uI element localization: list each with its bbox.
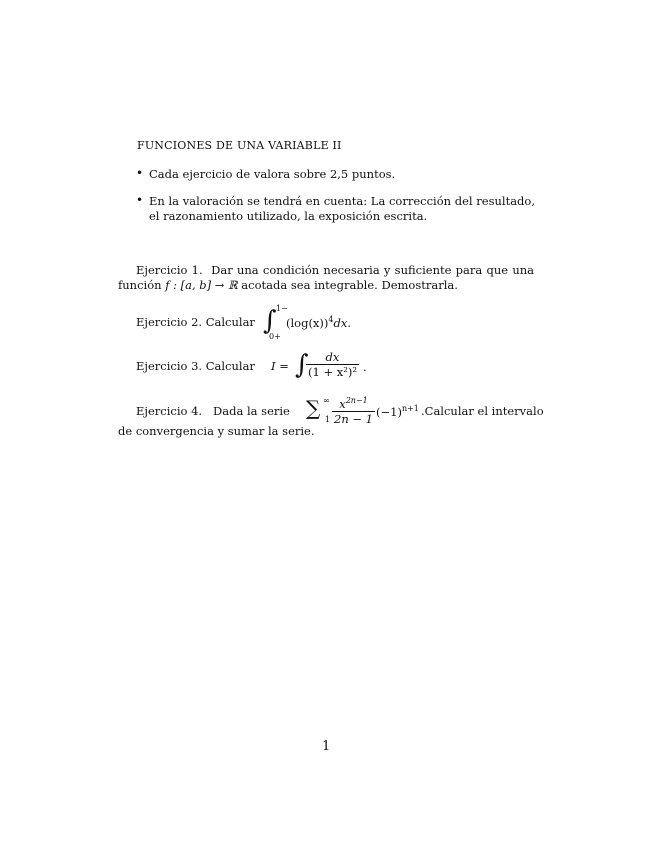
fraction-denominator: 2n − 1 [334, 411, 373, 426]
exercise-1-text-end: acotada sea integrable. Demostrarla. [241, 278, 458, 292]
integrand [286, 315, 351, 330]
exercise-3-fraction [306, 350, 359, 379]
integral-lower-limit: 0+ [269, 332, 281, 341]
exercise-2-verb: Calcular [205, 315, 255, 329]
bullet-dot-icon: • [136, 166, 144, 180]
bullet-dot-icon: • [136, 193, 144, 207]
bullet-text: En la valoración se tendrá en cuenta: La corrección del resultado, el razonamiento utilizado, la exposición escrita. [149, 194, 535, 223]
exercise-2-label [136, 315, 255, 329]
summation-sign: ∑ [306, 396, 321, 420]
sign-factor-exponent: n+1 [401, 404, 419, 413]
exercise-1-line-1 [118, 263, 534, 278]
exercise-4-line-2: de convergencia y sumar la serie. [118, 424, 315, 438]
exercise-1-label: Ejercicio 1. [136, 263, 203, 277]
exercise-4-label [136, 404, 290, 418]
integrand-differential: dx. [333, 315, 352, 330]
exercise-4-after: .Calcular el intervalo [421, 404, 544, 418]
page-number: 1 [322, 739, 331, 754]
exercise-3-label [136, 359, 255, 373]
sign-factor [376, 404, 419, 419]
fraction-numerator [332, 394, 375, 412]
exercise-1-text-start: función [118, 278, 162, 292]
fraction-numerator: dx [306, 350, 359, 365]
exercise-1-math: f : [a, b] → ℝ [165, 278, 238, 292]
numerator-exponent: 2n−1 [345, 396, 368, 405]
sum-upper-limit: ∞ [323, 396, 330, 405]
exercise-3-lhs: I = [271, 359, 289, 373]
exercise-1-text: Dar una condición necesaria y suficiente para que una [211, 263, 534, 277]
integrand-base: (log(x)) [286, 315, 329, 330]
exercise-3-verb: Calcular [205, 359, 255, 373]
exercise-3-end: . [363, 360, 367, 374]
exercise-4-label-text: Ejercicio 4. [136, 404, 203, 418]
exercise-2-label-text: Ejercicio 2. [136, 315, 203, 329]
integral-sign: ∫ [295, 350, 309, 380]
document-title: FUNCIONES DE UNA VARIABLE II [137, 139, 342, 152]
exercise-1 [118, 263, 534, 293]
fraction-denominator: (1 + x²)² [308, 365, 357, 379]
exercise-4-fraction [332, 394, 375, 426]
integral-upper-limit: 1− [276, 304, 288, 313]
exercise-1-line-2 [118, 278, 534, 293]
sum-lower-limit: 1 [325, 415, 331, 424]
integrand-exponent: 4 [328, 315, 334, 324]
bullet-text: Cada ejercicio de valora sobre 2,5 puntos. [149, 167, 396, 181]
sign-factor-base: (−1) [376, 404, 402, 419]
numerator-base: x [339, 396, 346, 411]
exercise-4-text: Dada la serie [213, 404, 290, 418]
exercise-3-label-text: Ejercicio 3. [136, 359, 203, 373]
integral-sign: ∫ [263, 306, 277, 336]
